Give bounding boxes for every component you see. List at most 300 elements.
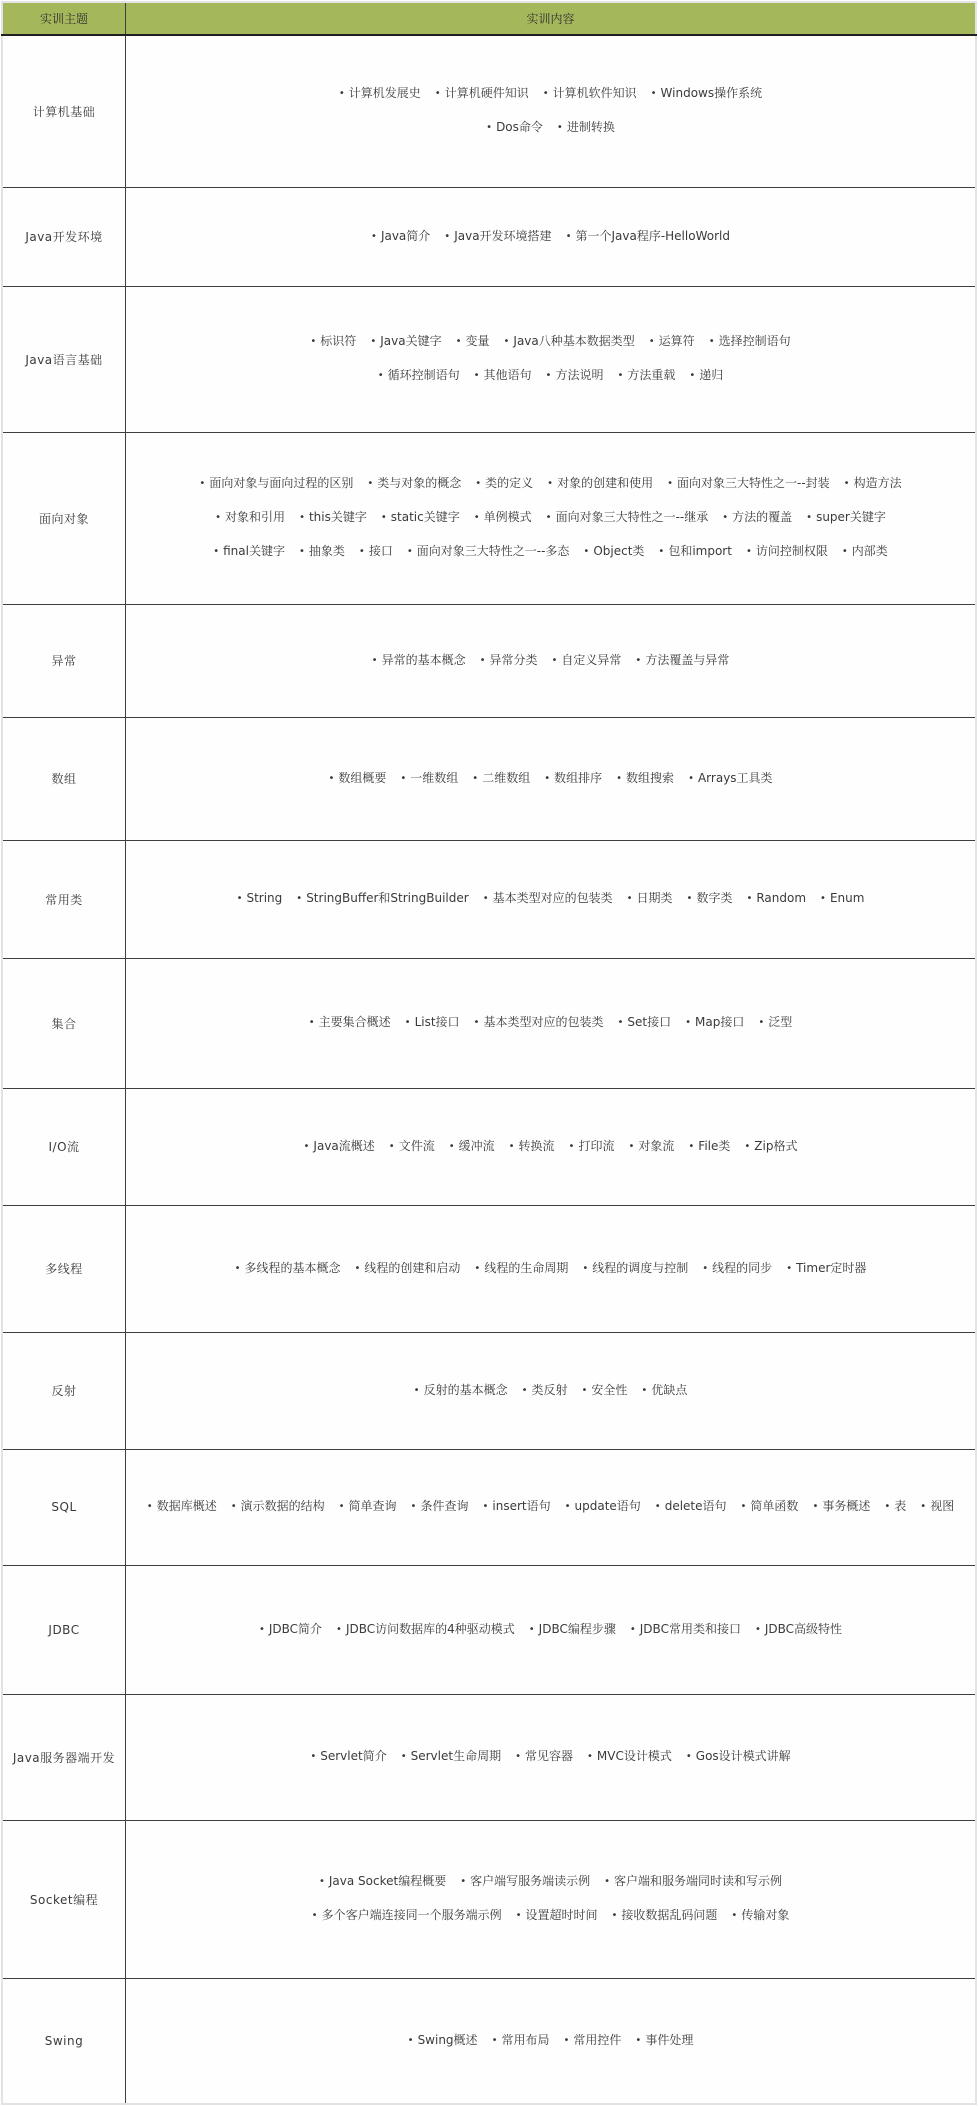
bullet-icon: • <box>722 512 729 523</box>
table-row <box>2 604 976 717</box>
content-item <box>628 1139 674 1153</box>
content-item <box>492 2033 550 2047</box>
content-item-label: 表 <box>894 1499 907 1513</box>
content-item <box>259 1622 322 1636</box>
bullet-icon: • <box>841 546 848 557</box>
content-item <box>339 1499 397 1513</box>
content-item <box>651 86 762 100</box>
content-item <box>552 653 622 667</box>
content-item-label: 面向对象与面向过程的区别 <box>209 476 354 490</box>
content-item-label: 线程的调度与控制 <box>592 1260 689 1275</box>
bullet-icon: • <box>629 1623 636 1635</box>
bullet-icon: • <box>551 654 558 666</box>
bullet-icon: • <box>920 1501 927 1512</box>
content-item-label: File类 <box>698 1138 731 1153</box>
content-item-label: update语句 <box>574 1499 641 1513</box>
content-item <box>920 1499 954 1513</box>
table-row <box>2 717 976 840</box>
bullet-icon: • <box>303 1140 310 1152</box>
bullet-icon: • <box>199 478 206 489</box>
content-item <box>566 229 730 243</box>
content-item-label: JDBC编程步骤 <box>538 1621 616 1636</box>
training-table <box>1 1 977 2105</box>
bullet-icon: • <box>310 1751 317 1762</box>
bullet-icon: • <box>482 1501 489 1512</box>
bullet-icon: • <box>702 1262 709 1274</box>
content-line <box>126 1006 975 1040</box>
content-item <box>569 1139 615 1153</box>
bullet-icon: • <box>806 512 813 523</box>
content-item-label: 基本类型对应的包装类 <box>492 891 613 905</box>
content-item-label: 对象的创建和使用 <box>557 476 654 490</box>
content-item <box>563 2033 621 2047</box>
content-item <box>367 476 461 490</box>
content-item <box>304 1139 375 1153</box>
bullet-icon: • <box>521 1384 528 1396</box>
bullet-icon: • <box>455 336 462 347</box>
bullet-icon: • <box>685 1751 692 1762</box>
bullet-icon: • <box>215 512 222 523</box>
content-item-label: Zip格式 <box>754 1138 798 1153</box>
content-item <box>299 544 345 558</box>
content-cell <box>126 958 977 1088</box>
content-item-label: 方法的覆盖 <box>732 510 793 524</box>
content-item <box>741 1499 799 1513</box>
content-item <box>444 229 551 243</box>
bullet-icon: • <box>686 893 693 904</box>
table-row <box>2 432 976 604</box>
bullet-icon: • <box>565 230 572 242</box>
content-item-label: 递归 <box>699 368 724 382</box>
content-item <box>641 1383 687 1397</box>
table-row <box>2 35 976 187</box>
bullet-icon: • <box>413 1384 420 1396</box>
bullet-icon: • <box>635 654 642 666</box>
content-item-label: 抽象类 <box>308 544 345 558</box>
bullet-icon: • <box>626 893 633 904</box>
content-cell <box>126 1565 977 1694</box>
content-item-label: 对象流 <box>638 1138 675 1153</box>
content-item <box>587 1749 672 1763</box>
bullet-icon: • <box>400 1751 407 1762</box>
content-item-label: Java流概述 <box>313 1138 375 1153</box>
topic-cell: JDBC <box>2 1565 126 1694</box>
table-row <box>2 1449 976 1565</box>
bullet-icon: • <box>473 370 480 381</box>
content-item <box>482 1499 550 1513</box>
bullet-icon: • <box>812 1501 819 1512</box>
bullet-icon: • <box>308 1017 315 1028</box>
content-item <box>722 510 792 524</box>
content-line <box>126 644 975 678</box>
bullet-icon: • <box>758 1017 765 1028</box>
content-item-label: this关键字 <box>308 510 367 524</box>
content-item <box>309 1015 391 1029</box>
content-item <box>688 1139 730 1153</box>
content-item-label: 基本类型对应的包装类 <box>483 1015 604 1029</box>
content-item <box>546 510 709 524</box>
content-line <box>126 1252 975 1286</box>
content-item-label: JDBC访问数据库的4种驱动模式 <box>345 1621 515 1636</box>
topic-cell: 反射 <box>2 1332 126 1449</box>
content-item <box>820 891 864 905</box>
table-row <box>2 1565 976 1694</box>
content-item <box>460 1874 590 1888</box>
bullet-icon: • <box>515 1910 522 1921</box>
bullet-icon: • <box>258 1623 265 1635</box>
bullet-icon: • <box>654 1501 661 1512</box>
content-line <box>126 882 975 916</box>
bullet-icon: • <box>731 1910 738 1921</box>
bullet-icon: • <box>508 1140 515 1152</box>
content-item-label: 异常的基本概念 <box>381 652 466 667</box>
content-item <box>583 544 644 558</box>
table-row <box>2 840 976 958</box>
bullet-icon: • <box>371 230 377 242</box>
bullet-icon: • <box>542 88 549 100</box>
content-item-label: 接口 <box>368 544 393 558</box>
content-item-label: Map接口 <box>695 1015 745 1029</box>
content-item-label: Servlet生命周期 <box>410 1749 502 1763</box>
bullet-icon: • <box>611 1910 618 1921</box>
content-item <box>685 1015 744 1029</box>
content-item-label: Timer定时器 <box>796 1260 867 1275</box>
content-item-label: 方法覆盖与异常 <box>645 652 730 667</box>
bullet-icon: • <box>380 512 387 523</box>
content-cell <box>126 1449 977 1565</box>
bullet-icon: • <box>616 772 623 784</box>
content-item <box>755 1622 842 1636</box>
content-item <box>328 771 386 785</box>
bullet-icon: • <box>298 546 305 557</box>
content-item-label: 类的定义 <box>485 476 534 490</box>
topic-cell: Swing <box>2 1978 126 2104</box>
content-item <box>702 1261 772 1275</box>
content-item <box>483 891 613 905</box>
content-item-label: 演示数据的结构 <box>240 1499 325 1513</box>
content-line <box>126 220 975 254</box>
content-item-label: 类与对象的概念 <box>377 476 462 490</box>
content-item-label: 方法说明 <box>555 368 604 382</box>
content-item-label: Java关键字 <box>380 334 442 348</box>
bullet-icon: • <box>358 546 365 557</box>
content-item <box>612 1908 718 1922</box>
content-item-label: 打印流 <box>578 1138 615 1153</box>
content-item-label: 内部类 <box>851 544 888 558</box>
content-item-label: 事务概述 <box>822 1499 871 1513</box>
topic-cell: 计算机基础 <box>2 35 126 187</box>
bullet-icon: • <box>472 772 479 784</box>
content-item-label: 优缺点 <box>651 1382 688 1397</box>
content-cell <box>126 1205 977 1332</box>
content-item <box>414 1383 508 1397</box>
table-body <box>2 35 976 2104</box>
content-line <box>126 1899 975 1933</box>
bullet-icon: • <box>604 1876 611 1887</box>
content-item <box>786 1261 866 1275</box>
content-item-label: super关键字 <box>816 510 886 524</box>
bullet-icon: • <box>404 1017 411 1028</box>
table-row <box>2 1332 976 1449</box>
content-item-label: 访问控制权限 <box>755 544 828 558</box>
content-item-label: JDBC简介 <box>268 1621 323 1636</box>
content-line <box>126 501 975 535</box>
bullet-icon: • <box>234 1262 241 1274</box>
topic-cell: 集合 <box>2 958 126 1088</box>
bullet-icon: • <box>367 478 374 489</box>
content-item-label: String <box>246 891 283 905</box>
bullet-icon: • <box>650 88 657 100</box>
content-item <box>688 771 772 785</box>
bullet-icon: • <box>658 546 665 557</box>
bullet-icon: • <box>545 512 552 523</box>
content-item <box>235 1261 341 1275</box>
bullet-icon: • <box>884 1501 891 1512</box>
content-item <box>509 1139 555 1153</box>
content-item <box>299 510 367 524</box>
bullet-icon: • <box>230 1501 237 1512</box>
topic-cell: 常用类 <box>2 840 126 958</box>
content-item-label: delete语句 <box>664 1499 727 1513</box>
content-item <box>687 891 733 905</box>
bullet-icon: • <box>547 478 554 489</box>
content-cell <box>126 840 977 958</box>
content-item-label: 线程的同步 <box>712 1260 773 1275</box>
content-item <box>842 544 888 558</box>
content-item-label: Java八种基本数据类型 <box>513 334 635 348</box>
content-item-label: 选择控制语句 <box>718 334 791 348</box>
bullet-icon: • <box>410 1501 417 1512</box>
bullet-icon: • <box>400 772 407 784</box>
bullet-icon: • <box>617 370 624 381</box>
content-item <box>806 510 886 524</box>
content-item-label: 文件流 <box>398 1138 435 1153</box>
content-item-label: 传输对象 <box>741 1908 790 1922</box>
bullet-icon: • <box>407 2034 414 2046</box>
content-item <box>401 1749 501 1763</box>
bullet-icon: • <box>667 478 673 489</box>
bullet-icon: • <box>563 2034 570 2046</box>
content-cell <box>126 717 977 840</box>
bullet-icon: • <box>556 122 563 134</box>
content-item <box>617 368 675 382</box>
topic-cell: 数组 <box>2 717 126 840</box>
topic-cell: Java开发环境 <box>2 187 126 286</box>
content-cell <box>126 1332 977 1449</box>
content-item <box>844 476 902 490</box>
content-item <box>630 1622 741 1636</box>
content-item-label: 接收数据乱码问题 <box>621 1908 718 1922</box>
content-item-label: 视图 <box>930 1499 955 1513</box>
content-item-label: 常用控件 <box>573 2032 622 2047</box>
content-item-label: 计算机软件知识 <box>552 86 637 101</box>
table-header <box>2 2 976 35</box>
content-item-label: 循环控制语句 <box>387 368 460 382</box>
content-item <box>310 1749 386 1763</box>
bullet-icon: • <box>583 546 590 557</box>
content-item <box>411 1499 469 1513</box>
content-line <box>126 2024 975 2058</box>
content-item-label: Dos命令 <box>496 120 543 135</box>
content-line <box>126 1374 975 1408</box>
content-item <box>758 1015 792 1029</box>
content-item-label: 数字类 <box>696 891 733 905</box>
bullet-icon: • <box>377 370 384 381</box>
content-item <box>522 1383 568 1397</box>
bullet-icon: • <box>370 336 377 347</box>
content-item <box>582 1261 688 1275</box>
bullet-icon: • <box>587 1751 593 1762</box>
bullet-icon: • <box>371 654 378 666</box>
bullet-icon: • <box>843 478 850 489</box>
bullet-icon: • <box>328 772 335 784</box>
bullet-icon: • <box>688 772 694 784</box>
content-item <box>456 334 490 348</box>
content-cell <box>126 432 977 604</box>
content-item-label: Servlet简介 <box>320 1749 387 1763</box>
table-row <box>2 1205 976 1332</box>
content-line <box>126 467 975 501</box>
bullet-icon: • <box>568 1140 575 1152</box>
content-item-label: Java开发环境搭建 <box>454 228 552 243</box>
content-item-label: 常用布局 <box>501 2032 550 2047</box>
bullet-icon: • <box>786 1262 793 1274</box>
content-item <box>474 1015 604 1029</box>
bullet-icon: • <box>503 336 510 347</box>
content-item-label: Swing概述 <box>417 2032 478 2047</box>
bullet-icon: • <box>482 893 489 904</box>
topic-cell: Java服务器端开发 <box>2 1694 126 1820</box>
topic-cell: Socket编程 <box>2 1820 126 1978</box>
content-item <box>744 1139 797 1153</box>
content-cell <box>126 1088 977 1205</box>
bullet-icon: • <box>475 478 482 489</box>
content-item <box>213 544 285 558</box>
content-item-label: final关键字 <box>223 544 285 558</box>
table-row <box>2 286 976 432</box>
bullet-icon: • <box>474 1262 481 1274</box>
content-item-label: 多个客户端连接同一个服务端示例 <box>321 1908 502 1922</box>
content-item-label: 客户端和服务端同时读和写示例 <box>614 1874 783 1888</box>
content-item <box>310 334 356 348</box>
content-item <box>635 2033 693 2047</box>
content-item <box>435 86 529 100</box>
content-item-label: 数组排序 <box>554 770 603 785</box>
content-item-label: 类反射 <box>531 1382 568 1397</box>
bullet-icon: • <box>491 2034 498 2046</box>
content-item <box>543 86 637 100</box>
content-item-label: 客户端写服务端读示例 <box>470 1874 591 1888</box>
content-item <box>359 544 393 558</box>
bullet-icon: • <box>685 1017 691 1028</box>
content-item <box>215 510 285 524</box>
content-item <box>686 1749 791 1763</box>
content-item-label: Arrays工具类 <box>697 770 773 785</box>
content-item-label: JDBC高级特性 <box>764 1621 843 1636</box>
table-row <box>2 187 976 286</box>
content-item-label: Enum <box>829 891 865 905</box>
content-item-label: Random <box>756 891 807 905</box>
content-item <box>746 544 828 558</box>
content-item-label: 主要集合概述 <box>318 1015 391 1029</box>
bullet-icon: • <box>754 1623 761 1635</box>
content-item <box>627 891 673 905</box>
content-item-label: 一维数组 <box>410 770 459 785</box>
content-item <box>449 1139 495 1153</box>
content-item <box>731 1908 789 1922</box>
content-item <box>296 891 468 905</box>
bullet-icon: • <box>581 1384 588 1396</box>
bullet-icon: • <box>545 370 552 381</box>
content-item-label: 多线程的基本概念 <box>244 1260 341 1275</box>
bullet-icon: • <box>515 1751 521 1762</box>
bullet-icon: • <box>582 1262 589 1274</box>
content-item <box>389 1139 435 1153</box>
content-item <box>231 1499 325 1513</box>
content-cell <box>126 286 977 432</box>
table-row <box>2 1088 976 1205</box>
table-row <box>2 1978 976 2104</box>
content-item-label: 方法重载 <box>627 368 676 382</box>
bullet-icon: • <box>310 336 317 347</box>
content-item <box>516 1908 598 1922</box>
bullet-icon: • <box>689 370 696 381</box>
content-item-label: 自定义异常 <box>561 652 622 667</box>
bullet-icon: • <box>338 88 345 100</box>
topic-cell: 面向对象 <box>2 432 126 604</box>
bullet-icon: • <box>213 546 220 557</box>
training-syllabus-page <box>0 1 978 2105</box>
content-item-label: 泛型 <box>768 1015 793 1029</box>
content-line <box>126 762 975 796</box>
content-item-label: StringBuffer和StringBuilder <box>306 891 469 905</box>
bullet-icon: • <box>473 512 480 523</box>
content-item <box>504 334 635 348</box>
content-item-label: 简单查询 <box>348 1499 397 1513</box>
content-item-label: 包和import <box>668 544 732 558</box>
content-item <box>655 1499 727 1513</box>
content-line <box>126 77 975 111</box>
bullet-icon: • <box>406 546 413 557</box>
column-header-topic: 实训主题 <box>2 2 126 35</box>
content-cell <box>126 1694 977 1820</box>
content-item-label: 数组搜索 <box>626 770 675 785</box>
content-item <box>649 334 695 348</box>
content-line <box>126 1740 975 1774</box>
content-item <box>237 891 283 905</box>
content-item <box>635 653 729 667</box>
bullet-icon: • <box>635 2034 642 2046</box>
bullet-icon: • <box>388 1140 395 1152</box>
content-item <box>480 653 538 667</box>
content-item-label: 常见容器 <box>524 1749 573 1763</box>
content-item <box>400 771 458 785</box>
content-item-label: List接口 <box>414 1015 460 1029</box>
content-item-label: 运算符 <box>658 334 695 348</box>
content-item <box>381 510 460 524</box>
bullet-icon: • <box>708 336 715 347</box>
content-item <box>378 368 460 382</box>
bullet-icon: • <box>648 336 655 347</box>
content-item-label: static关键字 <box>390 510 460 524</box>
content-item <box>370 334 441 348</box>
column-header-content: 实训内容 <box>126 2 977 35</box>
bullet-icon: • <box>354 1262 361 1274</box>
bullet-icon: • <box>740 1501 747 1512</box>
bullet-icon: • <box>617 1017 624 1028</box>
content-item <box>405 1015 460 1029</box>
content-item-label: 变量 <box>465 334 490 348</box>
